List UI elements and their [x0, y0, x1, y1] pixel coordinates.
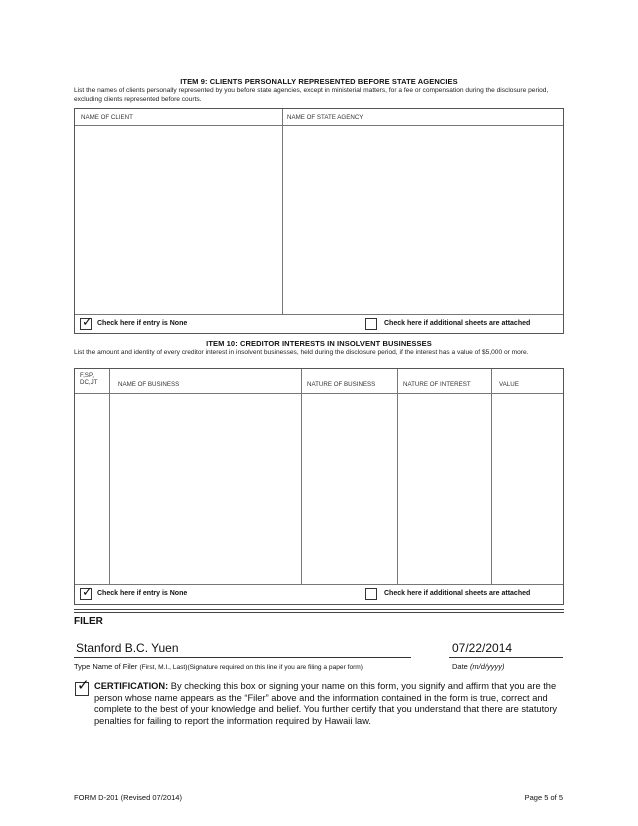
filer-date-label-detail: (m/d/yyyy): [469, 662, 505, 671]
item10-divider-2: [301, 369, 302, 585]
item10-divider-4: [491, 369, 492, 585]
item9-title: ITEM 9: CLIENTS PERSONALLY REPRESENTED BEFORE STATE AGENCIES: [180, 77, 458, 86]
filer-date-line: [449, 657, 563, 658]
item9-column-divider: [282, 109, 283, 315]
item10-col-nature-interest: NATURE OF INTEREST: [403, 381, 471, 388]
item10-additional-checkbox[interactable]: [365, 588, 377, 600]
item9-footer-divider: [75, 314, 563, 315]
item9-col-client: NAME OF CLIENT: [81, 114, 133, 121]
filer-date-label: [452, 662, 505, 671]
item10-footer-divider: [75, 584, 563, 585]
filer-rule-bottom: [74, 612, 564, 613]
item10-none-label: Check here if entry is None: [97, 590, 188, 597]
item10-none-checkbox[interactable]: [80, 584, 93, 600]
check-icon: ✓: [82, 584, 93, 599]
check-icon: ✓: [82, 314, 93, 329]
item9-none-checkbox[interactable]: [80, 314, 93, 330]
item9-additional-label: Check here if additional sheets are attached: [384, 320, 531, 327]
item9-additional-checkbox[interactable]: [365, 318, 377, 330]
filer-date-label-main: Date: [452, 662, 468, 671]
filer-name-label: [74, 662, 363, 671]
item10-col-fsp-line1: F,SP,: [80, 372, 94, 379]
item10-col-nature-business: NATURE OF BUSINESS: [307, 381, 376, 388]
page-number: Page 5 of 5: [524, 793, 563, 802]
filer-name-line: [74, 657, 411, 658]
item10-col-business: NAME OF BUSINESS: [118, 381, 180, 388]
item10-title: ITEM 10: CREDITOR INTERESTS IN INSOLVENT BUSINESSES: [206, 339, 432, 348]
item10-col-value: VALUE: [499, 381, 519, 388]
filer-heading: FILER: [74, 616, 103, 627]
item10-additional-label: Check here if additional sheets are attached: [384, 590, 531, 597]
item9-col-agency: NAME OF STATE AGENCY: [287, 114, 364, 121]
filer-rule-top: [74, 609, 564, 610]
item10-header-divider: [75, 393, 563, 394]
certification-heading: CERTIFICATION:: [94, 681, 169, 691]
certification-text: [94, 681, 562, 727]
filer-name-value[interactable]: Stanford B.C. Yuen: [76, 641, 179, 655]
item10-table: [74, 368, 564, 605]
filer-date-value[interactable]: 07/22/2014: [452, 641, 513, 655]
item10-col-fsp-line2: DC,JT: [80, 379, 98, 386]
item9-none-label: Check here if entry is None: [97, 320, 188, 327]
item10-description: List the amount and identity of every creditor interest in insolvent businesses, held during the disclosure period, if the interest has a value of $5,000 or more.: [74, 349, 529, 356]
check-icon: ✓: [77, 677, 90, 694]
filer-name-label-main: Type Name of Filer: [74, 662, 138, 671]
item9-table: [74, 108, 564, 334]
certification-body: By checking this box or signing your name on this form, you signify and affirm that you are the person whose name appears as the “Filer” above and the information contained in the form is true, correct and complete to the best of your knowledge and belief. You further certify that you understand that there are statutory penalties for failing to report the information required by Hawaii law.: [94, 681, 558, 726]
item10-divider-1: [109, 369, 110, 585]
certification-checkbox[interactable]: [75, 677, 90, 696]
filer-name-label-detail: (First, M.I., Last)(Signature required on this line if you are filing a paper form): [139, 664, 363, 671]
form-id: FORM D-201 (Revised 07/2014): [74, 793, 182, 802]
item9-header-divider: [75, 125, 563, 126]
item10-divider-3: [397, 369, 398, 585]
item9-description: List the names of clients personally represented by you before state agencies, except in ministerial matters, for a fee or compensation during the disclosure period, excluding clients represented before courts.: [74, 87, 549, 104]
item10-col-fsp: [80, 372, 98, 386]
